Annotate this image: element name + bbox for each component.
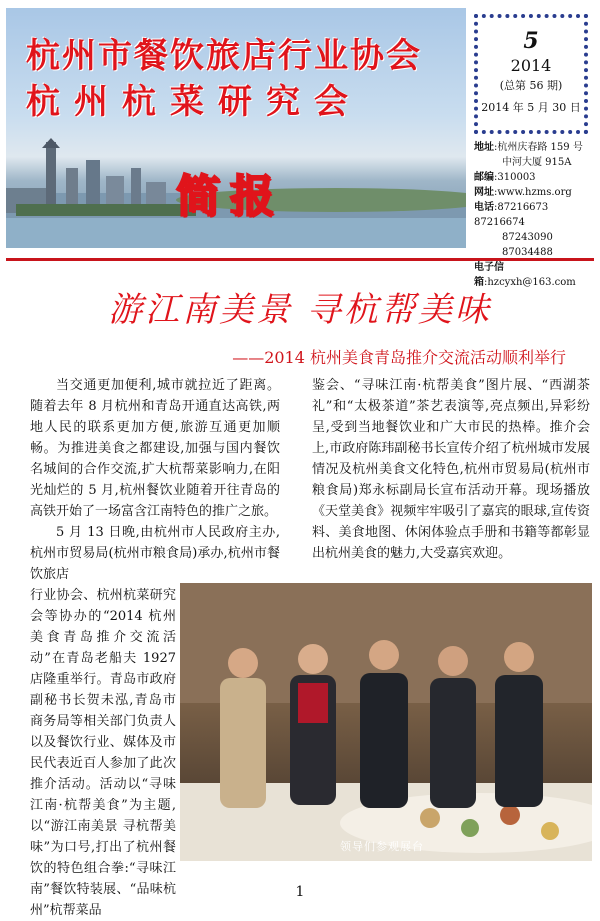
zip-label: 邮编 xyxy=(474,172,494,183)
article-headline: 游江南美景 寻杭帮美味 xyxy=(108,290,492,330)
zip-code: :310003 xyxy=(494,172,536,183)
issue-number: 5 xyxy=(523,28,539,54)
article-column-right xyxy=(312,375,590,564)
header-divider xyxy=(6,258,594,261)
website: :www.hzms.org xyxy=(494,187,572,198)
address-line-1: :杭州庆春路 159 号 xyxy=(494,142,583,153)
publication-title: 简报 xyxy=(176,171,284,222)
article-column-left xyxy=(30,375,280,585)
paragraph-3: 鉴会、“寻味江南·杭帮美食”图片展、“西湖茶礼”和“太极茶道”茶艺表演等,亮点频出,异彩纷呈,受到当地餐饮业和广大市民的热棒。推介会上,市政府陈玮副秘书长宣传介绍了杭州城市发展情况及杭州美食文化特色,杭州市贸易局(杭州市粮食局)郑永标副局长宣布活动开幕。现场播放《天堂美食》视频牢牢吸引了嘉宾的眼球,宣传资料、美食地图、休闲体验点手册和书籍等都彰显出杭州美食的魅力,大受嘉宾欢迎。 xyxy=(312,378,590,561)
address-label: 地址 xyxy=(474,142,494,153)
page-number: 1 xyxy=(295,884,305,900)
masthead-banner xyxy=(6,8,466,248)
issue-date: 2014 年 5 月 30 日 xyxy=(481,101,581,114)
phone-line-1: :87216673 87216674 xyxy=(474,202,549,228)
phone-line-2: 87243090 87034488 xyxy=(502,232,553,258)
event-photo-image xyxy=(180,583,592,861)
email-label: 电子信箱 xyxy=(474,262,504,288)
organization-name-2: 杭州杭菜研究会 xyxy=(26,82,362,122)
web-label: 网址 xyxy=(474,187,494,198)
contact-info xyxy=(474,140,598,290)
paragraph-2-start: 5 月 13 日晚,由杭州市人民政府主办,杭州市贸易局(杭州市粮食局)承办,杭州市餐饮旅店 xyxy=(30,525,280,582)
email: :hzcyxh@163.com xyxy=(484,277,576,288)
article-subhead: ——2014 杭州美食青岛推介交流活动顺利举行 xyxy=(232,348,566,367)
issue-info-box xyxy=(474,14,588,134)
photo-caption: 领导们参观展台 xyxy=(340,840,424,853)
phone-label: 电话 xyxy=(474,202,494,213)
paragraph-1: 当交通更加便利,城市就拉近了距离。随着去年 8 月杭州和青岛开通直达高铁,两地人民的联系更加方便,旅游互通更加顺畅。为推进美食之都建设,加强与国内餐饮名城间的合作交流,扩大杭帮菜影响力,在阳光灿烂的 5 月,杭州餐饮业随着开往青岛的高铁开始了一场富含江南特色的推广之旅。 xyxy=(30,378,280,519)
paragraph-2-continued: 行业协会、杭州杭菜研究会等协办的“2014 杭州美食青岛推介交流活动”在青岛老船夫 1927 店隆重举行。青岛市政府副秘书长贺未泓,青岛市商务局等相关部门负责人以及餐饮行业、媒体及市民代表近百人参加了此次推介活动。活动以“寻味江南·杭帮美食”为主题,以“游江南美景 寻杭帮美味”为口号,打出了杭州餐饮的特色组合拳:“寻味江南”餐饮特装展、“品味杭州”杭帮菜品 xyxy=(30,588,176,918)
organization-name-1: 杭州市餐饮旅店行业协会 xyxy=(26,36,422,76)
address-line-2: 中河大厦 915A xyxy=(502,157,572,168)
issue-total: (总第 56 期) xyxy=(499,79,563,92)
issue-year: 2014 xyxy=(510,56,552,75)
article-column-narrow xyxy=(30,585,176,921)
event-photo xyxy=(180,583,592,861)
